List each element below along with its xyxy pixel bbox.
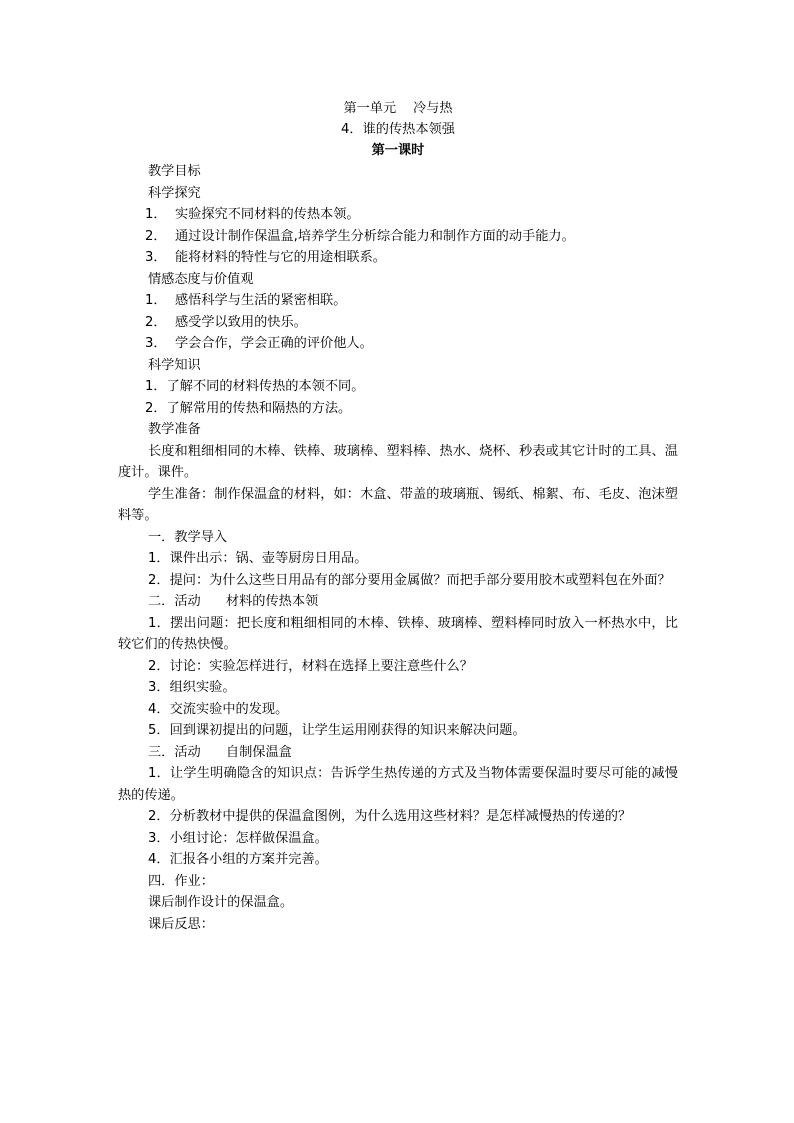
list-item: 2．提问：为什么这些日用品有的部分要用金属做？而把手部分要用胶木或塑料包在外面？ [148, 572, 671, 588]
list-item: 1．摆出问题：把长度和粗细相同的木棒、铁棒、玻璃棒、塑料棒同时放入一杯热水中，比较它们的传热快慢。 [118, 615, 678, 652]
list-item: 1．让学生明确隐含的知识点：告诉学生热传递的方式及当物体需要保温时要尽可能的减慢热的传递。 [118, 766, 678, 803]
list-item: 4．交流实验中的发现。 [148, 701, 289, 717]
attitude-heading: 情感态度与价值观 [148, 271, 254, 287]
section-3-heading: 三．活动 自制保温盒 [148, 744, 292, 760]
list-item: 2． 通过设计制作保温盒,培养学生分析综合能力和制作方面的动手能力。 [145, 228, 575, 244]
list-item: 3．组织实验。 [148, 680, 236, 695]
section-1-heading: 一．教学导入 [148, 529, 228, 545]
knowledge-heading: 科学知识 [148, 357, 201, 373]
lesson-title: 4．谁的传热本领强 [341, 122, 455, 137]
list-item: 2．讨论：实验怎样进行，材料在选择上要注意些什么？ [148, 658, 473, 674]
list-item: 5．回到课初提出的问题，让学生运用刚获得的知识来解决问题。 [148, 723, 526, 738]
teacher-preparation: 长度和粗细相同的木棒、铁棒、玻璃棒、塑料棒、热水、烧杯、秒表或其它计时的工具、温度计。课件。 [118, 443, 678, 480]
list-item: 2．了解常用的传热和隔热的方法。 [145, 400, 352, 416]
document-content [118, 98, 678, 935]
list-item: 3． 学会合作，学会正确的评价他人。 [145, 336, 373, 351]
reflection-heading: 课后反思： [148, 916, 214, 932]
list-item: 1．了解不同的材料传热的本领不同。 [145, 379, 365, 394]
unit-title: 第一单元 冷与热 [343, 101, 453, 116]
list-item: 3．小组讨论：怎样做保温盒。 [148, 830, 328, 846]
objectives-heading: 教学目标 [148, 164, 201, 179]
list-item: 2．分析教材中提供的保温盒图例，为什么选用这些材料？是怎样减慢热的传递的？ [148, 809, 632, 824]
list-item: 1． 实验探究不同材料的传热本领。 [145, 207, 360, 222]
list-item: 3． 能将材料的特性与它的用途相联系。 [145, 250, 386, 265]
preparation-heading: 教学准备 [148, 422, 201, 437]
science-inquiry-heading: 科学探究 [148, 185, 201, 201]
list-item: 1． 感悟科学与生活的紧密相联。 [145, 293, 347, 308]
homework-text: 课后制作设计的保温盒。 [148, 895, 294, 910]
list-item: 2． 感受学以致用的快乐。 [145, 314, 307, 330]
student-preparation: 学生准备：制作保温盒的材料，如：木盒、带盖的玻璃瓶、锡纸、棉絮、布、毛皮、泡沫塑料等。 [118, 486, 678, 523]
list-item: 1．课件出示：锅、壶等厨房日用品。 [148, 551, 368, 566]
section-2-heading: 二．活动 材料的传热本领 [148, 594, 319, 609]
period-title: 第一课时 [371, 143, 425, 158]
list-item: 4．汇报各小组的方案并完善。 [148, 852, 328, 867]
section-4-heading: 四．作业： [148, 873, 214, 889]
